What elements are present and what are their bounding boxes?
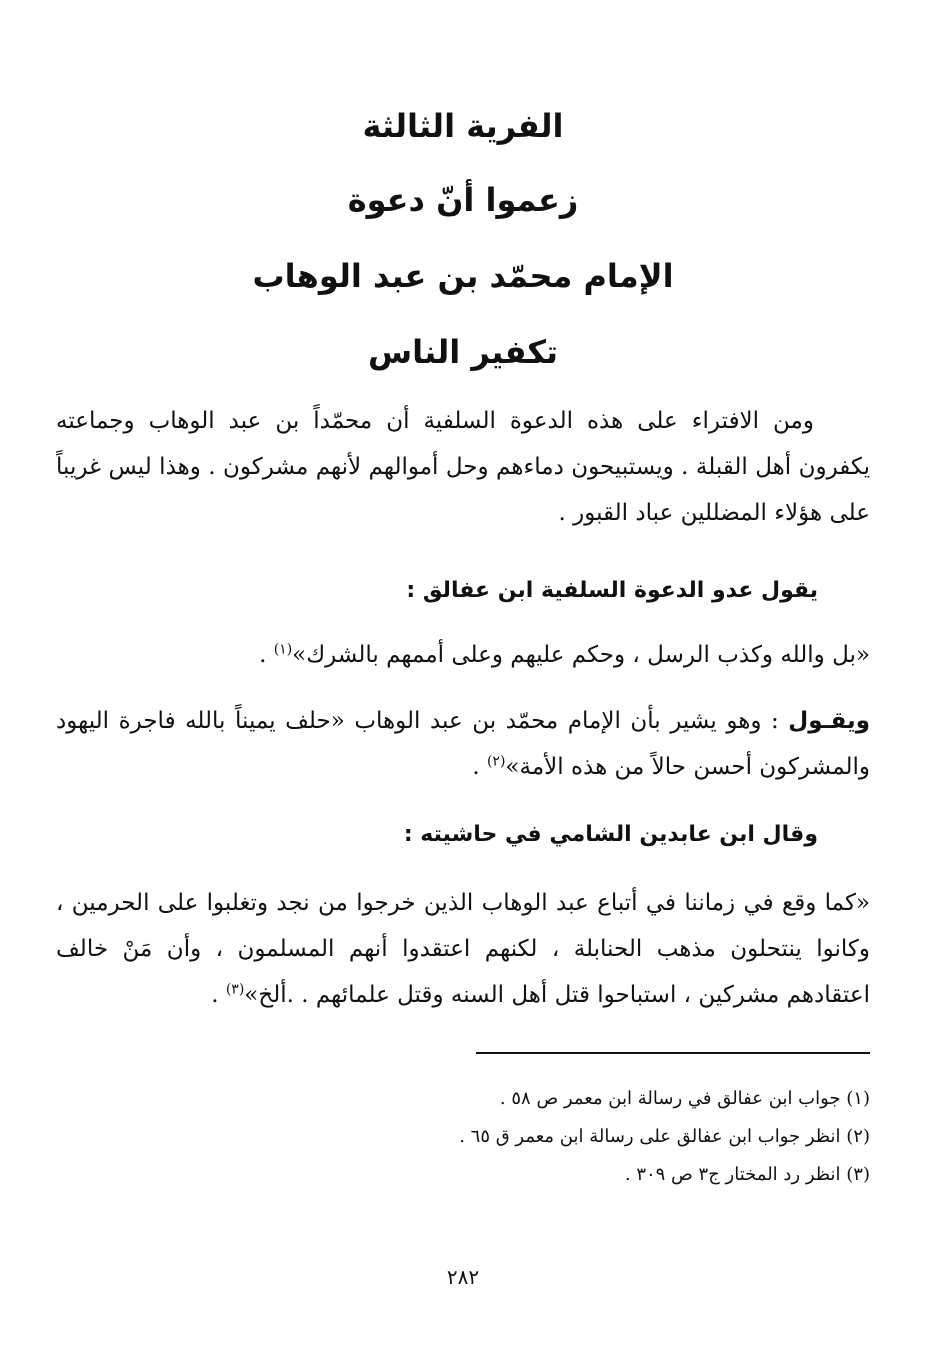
footnote-3: (٣) انظر رد المختار ج٣ ص ٣٠٩ . xyxy=(624,1164,870,1185)
footnote-ref-3: (٣) xyxy=(225,981,245,998)
paragraph-lead-word: ويقـول xyxy=(788,708,870,734)
chapter-title: الفرية الثالثة xyxy=(362,107,564,145)
page-number: ٢٨٢ xyxy=(446,1265,480,1289)
footnote-ref-2: (٢) xyxy=(486,753,506,770)
section-heading-ibn-abidin: وقال ابن عابدين الشامي في حاشيته : xyxy=(403,822,818,847)
chapter-subtitle-line-3: تكفير الناس xyxy=(368,333,558,371)
quote-text: «بل والله وكذب الرسل ، وحكم عليهم وعلى أممهم بالشرك» xyxy=(292,642,870,668)
chapter-subtitle-line-1: زعموا أنّ دعوة xyxy=(347,181,579,219)
quote-end: . xyxy=(259,642,274,668)
second-quote-paragraph xyxy=(56,698,870,790)
footnotes xyxy=(56,1080,870,1194)
quote-ibn-abidin xyxy=(56,880,870,1018)
paragraph-text: : وهو يشير بأن الإمام محمّد بن عبد الوهاب «حلف يميناً بالله فاجرة اليهود والمشركون أحسن حالاً من هذه الأمة» xyxy=(56,708,870,780)
footnote-1: (١) جواب ابن عفالق في رسالة ابن معمر ص ٥٨ . xyxy=(499,1088,870,1109)
chapter-subtitle-line-2: الإمام محمّد بن عبد الوهاب xyxy=(252,257,674,295)
intro-paragraph: ومن الافتراء على هذه الدعوة السلفية أن محمّداً بن عبد الوهاب وجماعته يكفرون أهل القبلة . ويستبيحون دماءهم وحل أموالهم لأنهم مشركون . وهذا ليس غريباً على هؤلاء المضللين عباد القبور . xyxy=(56,408,870,526)
footnote-ref-1: (١) xyxy=(273,641,293,658)
paragraph-end: . xyxy=(472,754,487,780)
quote-end: . xyxy=(211,982,226,1008)
section-heading-ibn-afaliq: يقول عدو الدعوة السلفية ابن عفالق : xyxy=(406,578,818,603)
footnote-divider xyxy=(476,1052,870,1054)
quote-ibn-afaliq xyxy=(259,632,870,678)
footnote-2: (٢) انظر جواب ابن عفالق على رسالة ابن معمر ق ٦٥ . xyxy=(459,1126,870,1147)
quote-text: «كما وقع في زماننا في أتباع عبد الوهاب الذين خرجوا من نجد وتغلبوا على الحرمين ، وكانوا ينتحلون مذهب الحنابلة ، لكنهم اعتقدوا أنهم المسلمون ، وأن مَنْ خالف اعتقادهم مشركين ، استباحوا قتل أهل السنه وقتل علمائهم . .ألخ» xyxy=(56,890,870,1008)
